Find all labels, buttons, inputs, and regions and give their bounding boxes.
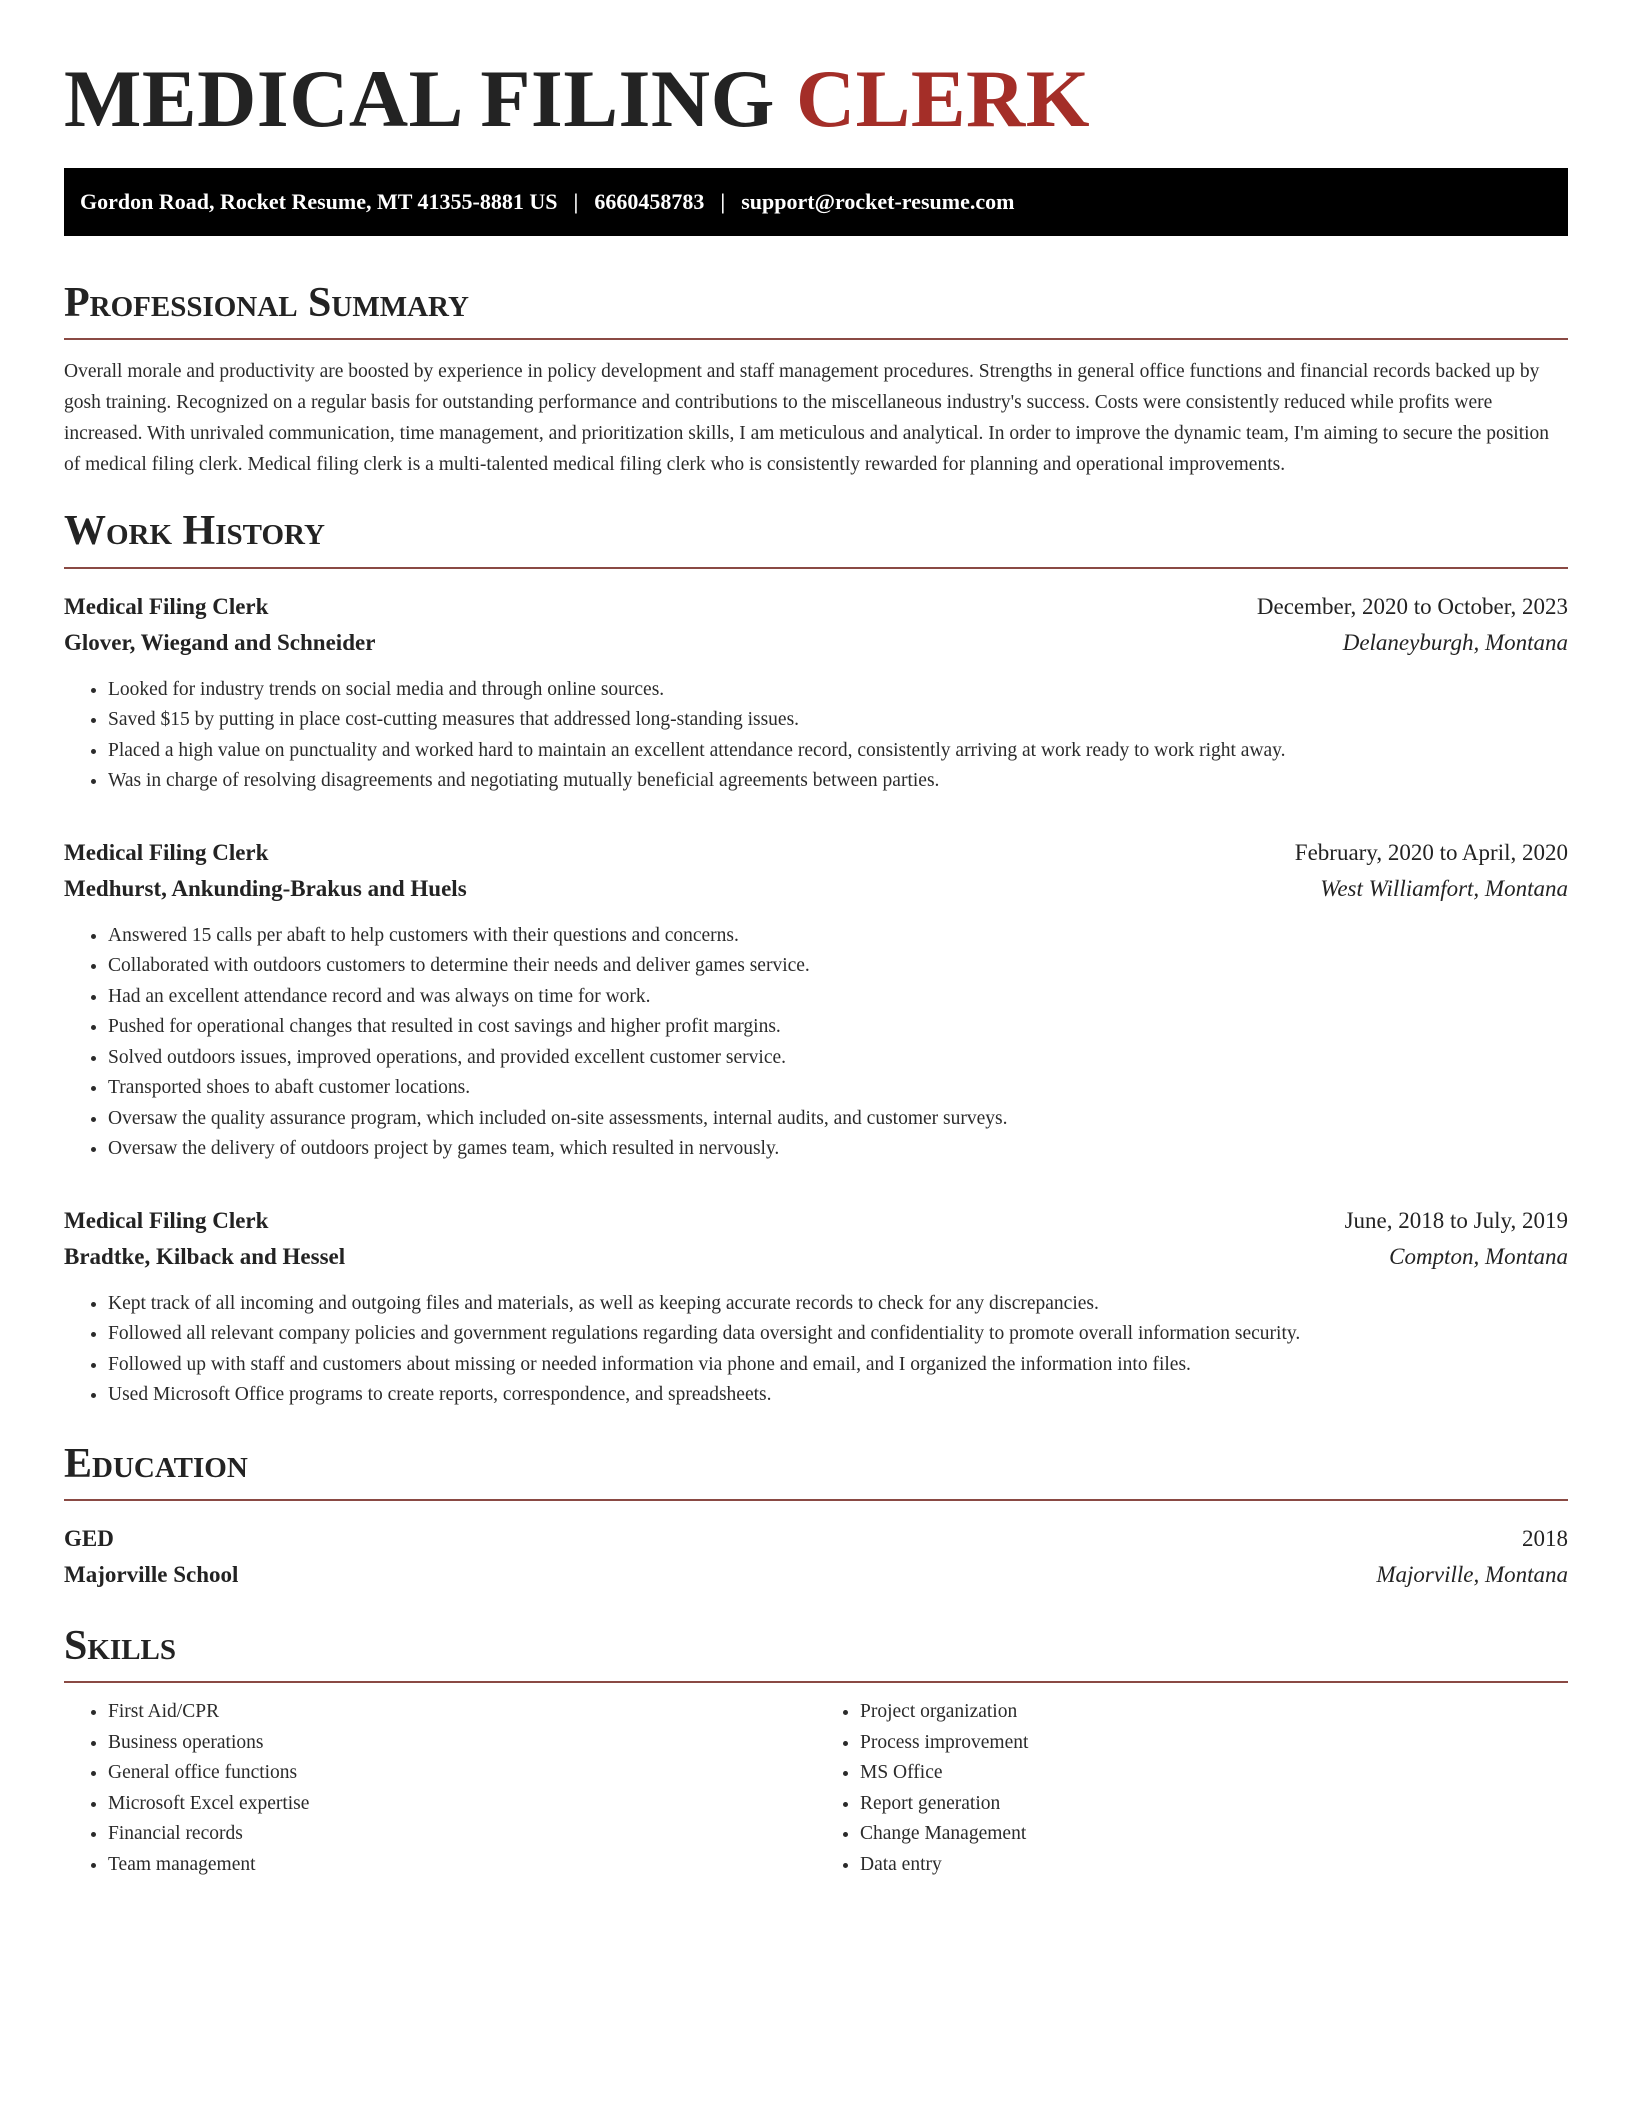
skills-column-right: [816, 1697, 1568, 1880]
skill-item: • Financial records: [108, 1819, 816, 1850]
job-location: Delaneyburgh, Montana: [1342, 629, 1568, 655]
job-bullets: [64, 675, 1568, 797]
job-entry: [64, 1203, 1568, 1411]
title-main: MEDICAL FILING: [64, 53, 775, 144]
job-role: Medical Filing Clerk: [64, 839, 269, 865]
job-bullet: • Looked for industry trends on social media and through online sources.: [108, 675, 1568, 706]
job-location: Compton, Montana: [1389, 1243, 1568, 1269]
job-bullet: • Kept track of all incoming and outgoing files and materials, as well as keeping accurate records to check for any discrepancies.: [108, 1289, 1568, 1320]
contact-phone: 6660458783: [594, 189, 705, 215]
skill-item: • MS Office: [860, 1758, 1568, 1789]
job-bullet: • Solved outdoors issues, improved operations, and provided excellent customer service.: [108, 1043, 1568, 1074]
job-bullet: • Oversaw the quality assurance program, which included on-site assessments, internal audits, and customer surveys.: [108, 1104, 1568, 1135]
summary-text: Overall morale and productivity are boosted by experience in policy development and staff management procedures. Strengths in general office functions and financial records backed up by gosh training. Recognized on a regular basis for outstanding performance and contributions to the miscellaneous industry's success. Costs were consistently reduced while profits were increased. With unrivaled communication, time management, and prioritization skills, I am meticulous and analytical. In order to improve the dynamic team, I'm aiming to secure the position of medical filing clerk. Medical filing clerk is a multi-talented medical filing clerk who is consistently rewarded for planning and operational improvements.: [64, 361, 1550, 476]
skill-item: • Process improvement: [860, 1728, 1568, 1759]
skill-item: • Change Management: [860, 1819, 1568, 1850]
job-bullet: • Saved $15 by putting in place cost-cutting measures that addressed long-standing issues.: [108, 705, 1568, 736]
contact-email: support@rocket-resume.com: [741, 189, 1015, 215]
education-degree: GED: [64, 1525, 114, 1551]
job-bullet: • Followed all relevant company policies and government regulations regarding data oversight and confidentiality to promote overall information security.: [108, 1319, 1568, 1350]
skill-item: • Microsoft Excel expertise: [108, 1789, 816, 1820]
job-company: Medhurst, Ankunding-Brakus and Huels: [64, 875, 467, 901]
job-bullet: • Placed a high value on punctuality and worked hard to maintain an excellent attendance record, consistently arriving at work ready to work right away.: [108, 736, 1568, 767]
education-school: Majorville School: [64, 1561, 239, 1587]
contact-separator: |: [573, 189, 579, 215]
job-location: West Williamfort, Montana: [1320, 875, 1568, 901]
skill-item: • First Aid/CPR: [108, 1697, 816, 1728]
section-heading-work-history: Work History: [64, 508, 1568, 568]
job-bullet: • Answered 15 calls per abaft to help customers with their questions and concerns.: [108, 921, 1568, 952]
job-bullets: [64, 1289, 1568, 1411]
skill-item: • Report generation: [860, 1789, 1568, 1820]
title-accent: CLERK: [795, 53, 1091, 144]
education-location: Majorville, Montana: [1376, 1561, 1568, 1587]
skill-item: • Data entry: [860, 1850, 1568, 1881]
job-role: Medical Filing Clerk: [64, 1207, 269, 1233]
skills-column-left: [64, 1697, 816, 1880]
job-entry: [64, 835, 1568, 1165]
job-role: Medical Filing Clerk: [64, 593, 269, 619]
job-bullet: • Pushed for operational changes that resulted in cost savings and higher profit margins.: [108, 1012, 1568, 1043]
education-year: 2018: [1522, 1525, 1568, 1551]
skill-item: • Project organization: [860, 1697, 1568, 1728]
skill-item: • General office functions: [108, 1758, 816, 1789]
job-entry: [64, 589, 1568, 797]
job-bullet: • Was in charge of resolving disagreements and negotiating mutually beneficial agreements between parties.: [108, 766, 1568, 797]
job-bullet: • Followed up with staff and customers about missing or needed information via phone and email, and I organized the information into files.: [108, 1350, 1568, 1381]
job-bullet: • Transported shoes to abaft customer locations.: [108, 1073, 1568, 1104]
contact-address: Gordon Road, Rocket Resume, MT 41355-8881 US: [80, 189, 558, 215]
job-bullets: [64, 921, 1568, 1165]
job-bullet: • Collaborated with outdoors customers to determine their needs and deliver games service.: [108, 951, 1568, 982]
resume-title: [64, 52, 1568, 146]
skill-item: • Business operations: [108, 1728, 816, 1759]
contact-separator: |: [720, 189, 726, 215]
section-heading-education: Education: [64, 1441, 1568, 1501]
skill-item: • Team management: [108, 1850, 816, 1881]
section-heading-skills: Skills: [64, 1623, 1568, 1683]
job-dates: February, 2020 to April, 2020: [1294, 839, 1568, 865]
job-bullet: • Had an excellent attendance record and was always on time for work.: [108, 982, 1568, 1013]
education-entry: [64, 1521, 1568, 1593]
job-dates: December, 2020 to October, 2023: [1256, 593, 1568, 619]
job-dates: June, 2018 to July, 2019: [1344, 1207, 1568, 1233]
job-bullet: • Used Microsoft Office programs to create reports, correspondence, and spreadsheets.: [108, 1380, 1568, 1411]
contact-bar: [64, 168, 1568, 236]
job-bullet: • Oversaw the delivery of outdoors project by games team, which resulted in nervously.: [108, 1134, 1568, 1165]
skills-list: [64, 1697, 1568, 1880]
job-company: Bradtke, Kilback and Hessel: [64, 1243, 346, 1269]
section-heading-summary: Professional Summary: [64, 280, 1568, 340]
job-company: Glover, Wiegand and Schneider: [64, 629, 376, 655]
